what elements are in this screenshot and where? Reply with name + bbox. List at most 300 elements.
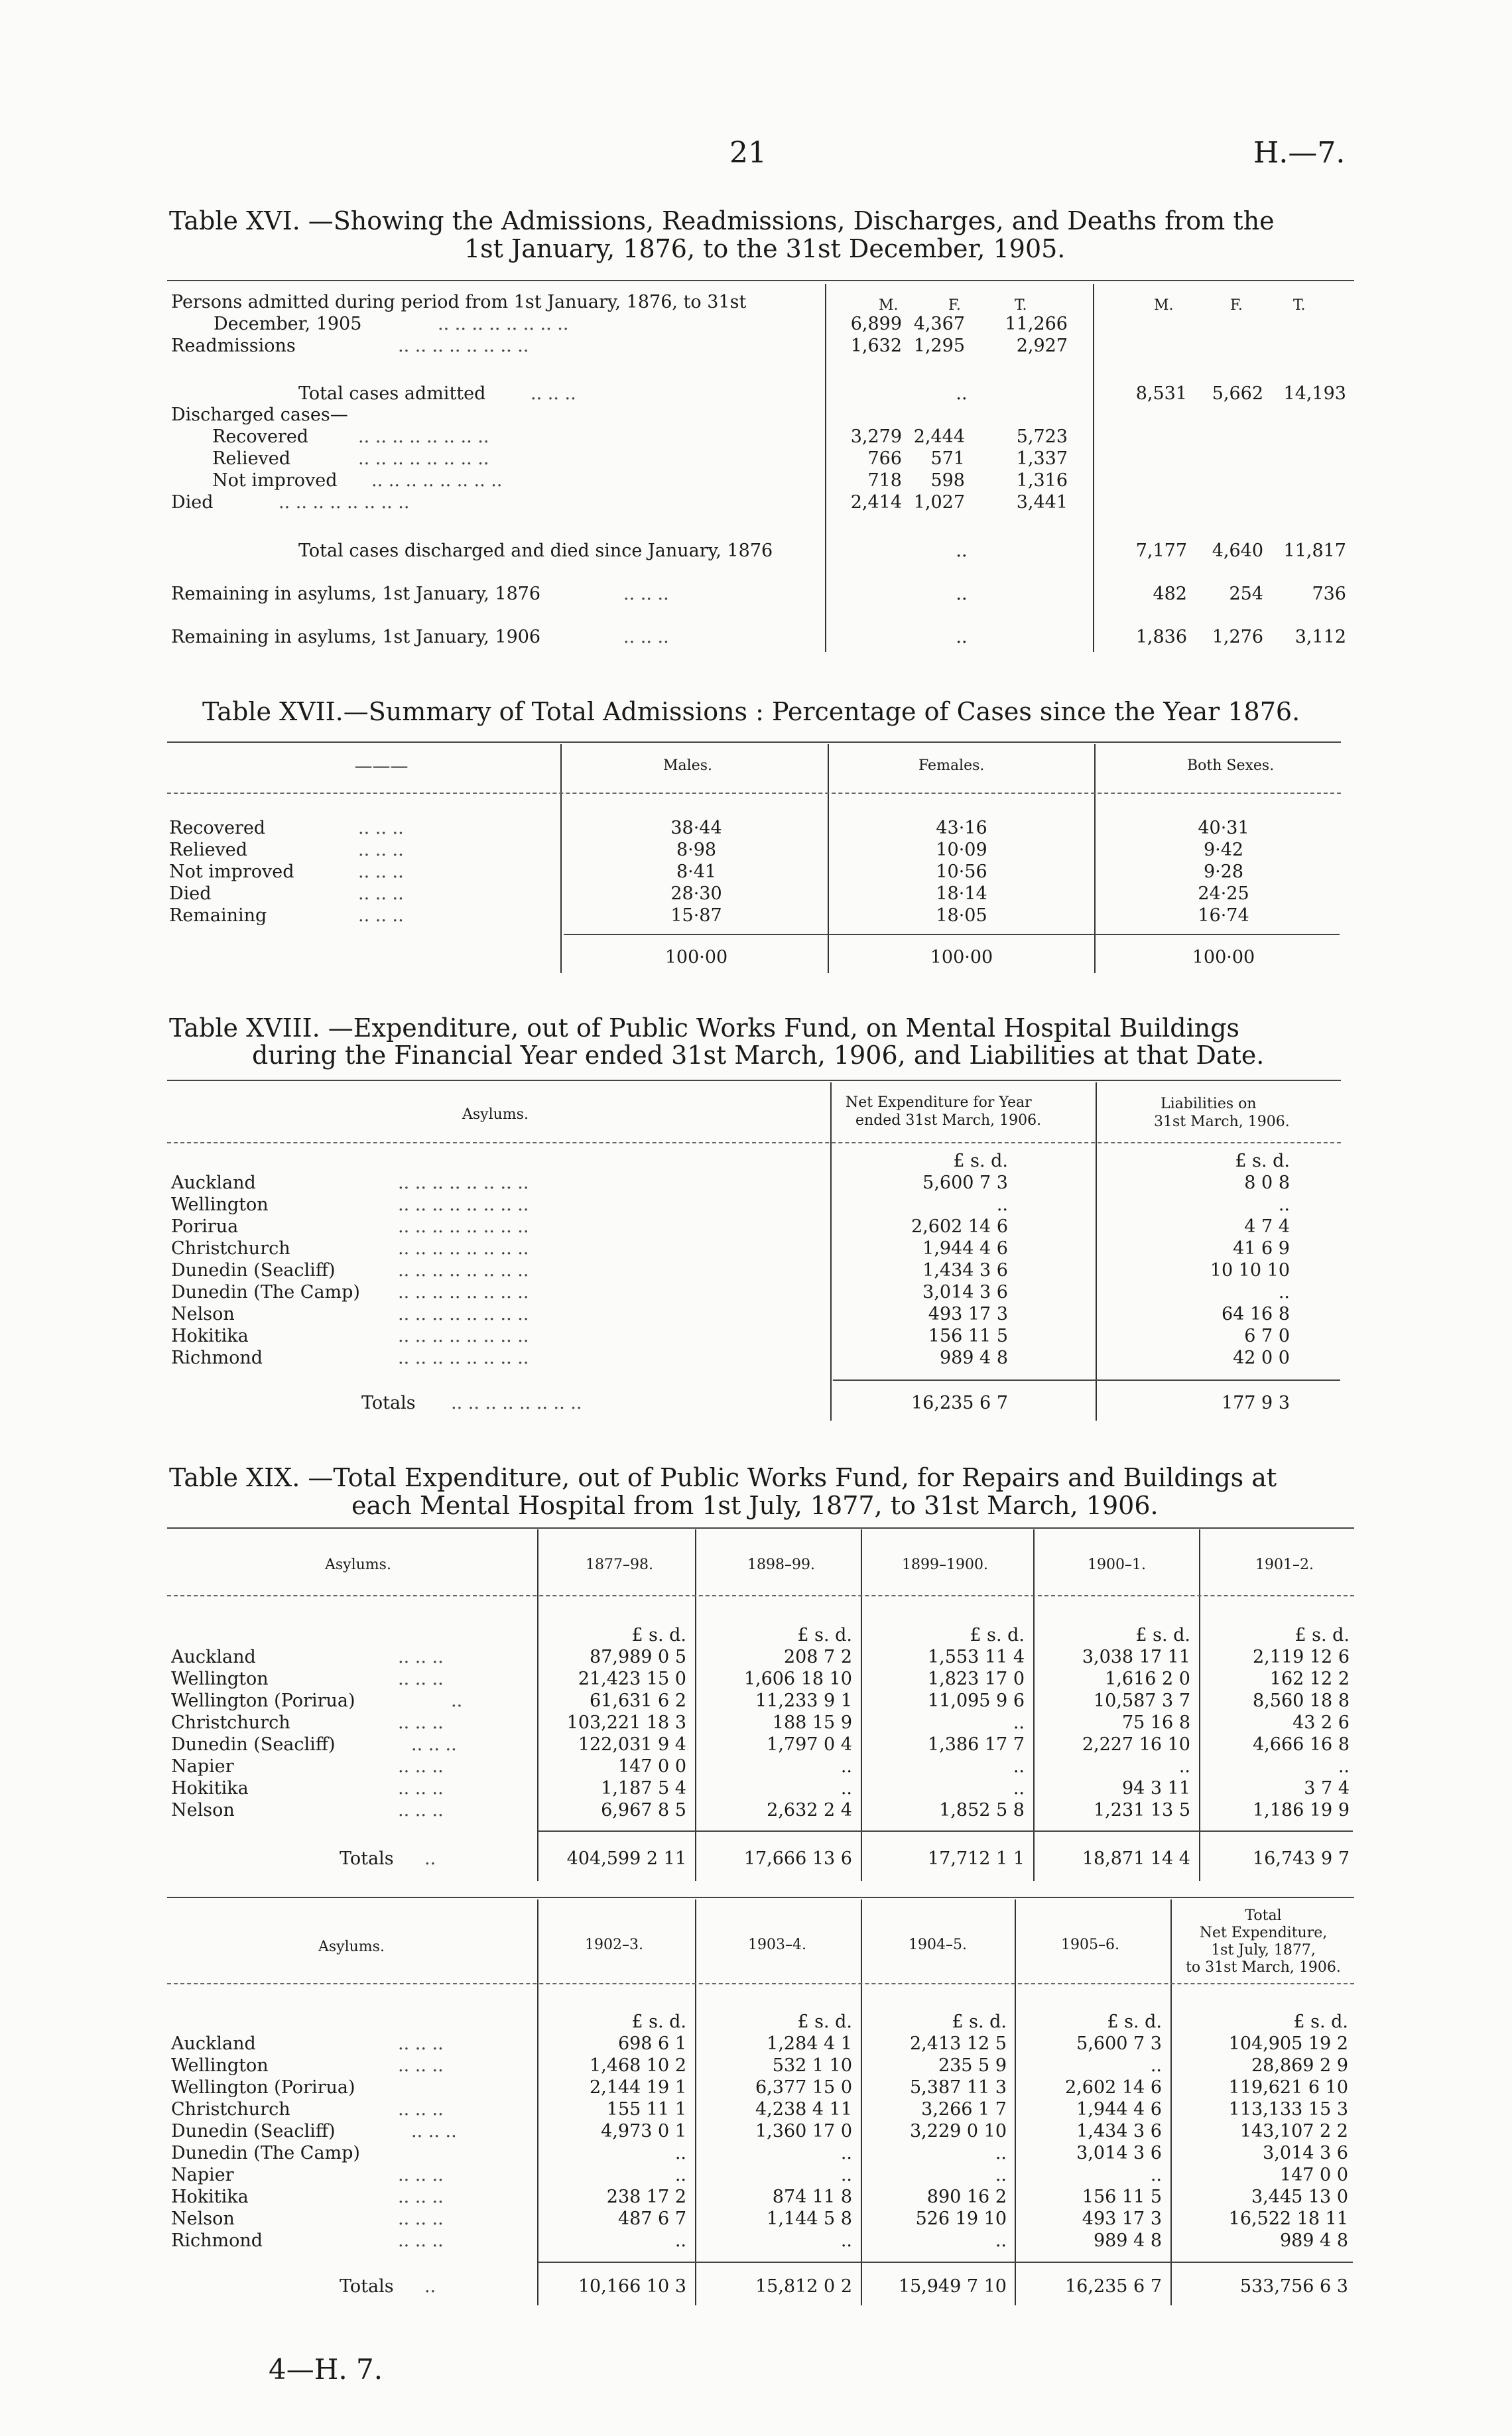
t19b-head-year: 1904–5. bbox=[909, 1937, 967, 1953]
t19a-cell: 10,587 3 7 bbox=[1094, 1691, 1190, 1711]
t19a-cell: 2,632 2 4 bbox=[767, 1800, 852, 1821]
t16-row-recovered-label: Recovered bbox=[212, 426, 309, 447]
t17-total-females: 100·00 bbox=[930, 947, 993, 968]
t19a-head-year: 1899–1900. bbox=[902, 1557, 988, 1573]
t17-females-cell: 18·05 bbox=[936, 905, 987, 926]
t18-net-cell: 1,944 4 6 bbox=[922, 1238, 1008, 1259]
t17-leader: .. .. .. bbox=[358, 840, 404, 860]
t17-total-males: 100·00 bbox=[664, 947, 728, 968]
t19a-cell: 94 3 11 bbox=[1121, 1778, 1190, 1799]
t17-both-cell: 9·28 bbox=[1203, 862, 1244, 882]
t19b-cell: 2,144 19 1 bbox=[590, 2077, 686, 2098]
t16-relieved-t: 1,337 bbox=[1016, 448, 1068, 469]
t19b-cell: 28,869 2 9 bbox=[1251, 2055, 1348, 2076]
t16-dots: .. bbox=[956, 627, 968, 647]
t19b-leader: .. bbox=[424, 2276, 436, 2297]
t18-liab-cell: 10 10 10 bbox=[1210, 1260, 1290, 1281]
t17-females-cell: 18·14 bbox=[936, 883, 987, 904]
t18-total-label: Totals bbox=[361, 1393, 416, 1413]
t19b-cell: 874 11 8 bbox=[772, 2187, 852, 2207]
t19b-cell: 238 17 2 bbox=[606, 2187, 686, 2207]
t19b-cell: .. bbox=[1150, 2165, 1162, 2185]
t19b-total: 533,756 6 3 bbox=[1239, 2276, 1348, 2297]
t16-leader: .. .. .. bbox=[623, 584, 669, 604]
t19a-lsd: £ s. d. bbox=[970, 1625, 1025, 1645]
t17-head-blank: ——— bbox=[354, 756, 409, 777]
t19a-row-label: Dunedin (Seacliff) bbox=[171, 1734, 336, 1755]
t19b-total-rule bbox=[538, 2262, 1353, 2263]
t19a-leader: .. .. .. bbox=[398, 1800, 444, 1821]
t19a-leader: .. bbox=[451, 1691, 463, 1711]
t17-row-label: Died bbox=[169, 883, 212, 904]
t19a-cell: 188 15 9 bbox=[772, 1712, 852, 1733]
t19b-total: 16,235 6 7 bbox=[1065, 2276, 1162, 2297]
t19a-cell: .. bbox=[1013, 1778, 1025, 1799]
t16-notimp-t: 1,316 bbox=[1016, 470, 1068, 491]
t19b-cell: .. bbox=[1150, 2055, 1162, 2076]
t16-head-f: F. bbox=[948, 297, 961, 314]
t18-row-label: Auckland bbox=[171, 1173, 256, 1193]
t18-liab-lsd: £ s. d. bbox=[1235, 1151, 1290, 1171]
t16-dots: .. bbox=[956, 584, 968, 604]
t19b-row-label: Napier bbox=[171, 2165, 234, 2185]
t19b-cell: .. bbox=[840, 2165, 852, 2185]
t19a-leader: .. .. .. bbox=[411, 1734, 457, 1755]
t16-head-t2: T. bbox=[1293, 297, 1306, 314]
t19b-row-label: Dunedin (Seacliff) bbox=[171, 2121, 336, 2142]
t19b-row-label: Auckland bbox=[171, 2033, 256, 2054]
t16-total-disch-f: 4,640 bbox=[1212, 541, 1263, 561]
table-18-title-line1: Table XVIII. —Expenditure, out of Public Works Fund, on Mental Hospital Buildings bbox=[169, 1013, 1240, 1043]
t16-recovered-m: 3,279 bbox=[850, 426, 902, 447]
t18-leader: .. .. .. .. .. .. .. .. bbox=[398, 1173, 529, 1193]
t19a-cell: .. bbox=[1178, 1756, 1190, 1777]
t16-head-m: M. bbox=[879, 297, 899, 314]
t17-row-label: Remaining bbox=[169, 905, 267, 926]
table-17-top-rule bbox=[167, 741, 1341, 743]
t16-readm-f: 1,295 bbox=[913, 336, 965, 356]
t19b-cell: 2,413 12 5 bbox=[910, 2033, 1007, 2054]
t19a-row-label: Christchurch bbox=[171, 1712, 290, 1733]
table-19-title-line2: each Mental Hospital from 1st July, 1877, to 31st March, 1906. bbox=[351, 1491, 1159, 1520]
t19b-cell: 3,014 3 6 bbox=[1076, 2143, 1162, 2163]
t19b-div bbox=[1170, 1899, 1172, 2305]
t19a-cell: 208 7 2 bbox=[783, 1647, 852, 1667]
t16-leader: .. .. .. .. .. .. .. .. bbox=[398, 336, 529, 356]
t19b-total: 10,166 10 3 bbox=[578, 2276, 686, 2297]
t16-head-t: T. bbox=[1015, 297, 1027, 314]
t17-leader: .. .. .. bbox=[358, 905, 404, 926]
t16-row-admitted-label2: December, 1905 bbox=[214, 314, 362, 334]
t19a-cell: 4,666 16 8 bbox=[1253, 1734, 1350, 1755]
t19b-cell: 147 0 0 bbox=[1279, 2165, 1348, 2185]
t19b-leader: .. .. .. bbox=[398, 2099, 444, 2120]
t16-total-disch-m: 7,177 bbox=[1135, 541, 1187, 561]
t19b-leader: .. .. .. bbox=[398, 2230, 444, 2251]
t18-liab-cell: 8 0 8 bbox=[1244, 1173, 1290, 1193]
t18-leader: .. .. .. .. .. .. .. .. bbox=[398, 1194, 529, 1215]
t17-head-males: Males. bbox=[663, 757, 712, 774]
t19b-cell: 4,238 4 11 bbox=[755, 2099, 852, 2120]
t19a-head-year: 1877–98. bbox=[586, 1557, 653, 1573]
t16-admitted-m: 6,899 bbox=[850, 314, 902, 334]
t17-females-cell: 43·16 bbox=[936, 818, 987, 838]
t17-head-females: Females. bbox=[918, 757, 985, 774]
t19a-row-label: Auckland bbox=[171, 1647, 256, 1667]
t16-row-rem-1876-label: Remaining in asylums, 1st January, 1876 bbox=[171, 584, 541, 604]
t17-males-cell: 8·98 bbox=[676, 840, 717, 860]
t16-total-disch-t: 11,817 bbox=[1283, 541, 1346, 561]
t17-div-1 bbox=[560, 744, 562, 973]
t16-relieved-f: 571 bbox=[930, 448, 965, 469]
t17-males-cell: 15·87 bbox=[670, 905, 722, 926]
t16-total-admitted-m: 8,531 bbox=[1135, 383, 1187, 404]
t18-leader: .. .. .. .. .. .. .. .. bbox=[398, 1282, 529, 1303]
t18-net-cell: 1,434 3 6 bbox=[922, 1260, 1008, 1281]
t19a-head-year: 1900–1. bbox=[1088, 1557, 1146, 1573]
t19b-cell: .. bbox=[995, 2230, 1007, 2251]
t19a-leader: .. .. .. bbox=[398, 1712, 444, 1733]
t18-row-label: Richmond bbox=[171, 1348, 263, 1368]
t19a-row-label: Wellington (Porirua) bbox=[171, 1691, 355, 1711]
t19a-cell: 1,386 17 7 bbox=[928, 1734, 1025, 1755]
t19b-row-label: Dunedin (The Camp) bbox=[171, 2143, 360, 2163]
t16-leader: .. .. .. .. .. .. .. .. bbox=[438, 314, 569, 334]
t19b-cell: 235 5 9 bbox=[938, 2055, 1007, 2076]
t19b-head-total: 1st July, 1877, bbox=[1211, 1942, 1316, 1958]
t19a-cell: 21,423 15 0 bbox=[578, 1669, 686, 1689]
t19a-lsd: £ s. d. bbox=[1294, 1625, 1350, 1645]
t18-net-cell: .. bbox=[996, 1194, 1008, 1215]
t16-leader: .. .. .. .. .. .. .. .. bbox=[358, 426, 489, 447]
t18-leader: .. .. .. .. .. .. .. .. bbox=[398, 1260, 529, 1281]
t19a-leader: .. .. .. bbox=[398, 1669, 444, 1689]
t19b-head-total: to 31st March, 1906. bbox=[1186, 1959, 1341, 1976]
t19a-total: 16,743 9 7 bbox=[1253, 1848, 1350, 1869]
t19b-cell: 1,434 3 6 bbox=[1076, 2121, 1162, 2142]
t18-net-cell: 493 17 3 bbox=[928, 1304, 1008, 1324]
t19a-total: 17,712 1 1 bbox=[928, 1848, 1025, 1869]
t19a-head-year: 1901–2. bbox=[1255, 1557, 1314, 1573]
t16-rem-1906-t: 3,112 bbox=[1294, 627, 1346, 647]
t18-net-cell: 989 4 8 bbox=[939, 1348, 1008, 1368]
t19a-cell: 1,616 2 0 bbox=[1105, 1669, 1190, 1689]
t19a-cell: 8,560 18 8 bbox=[1253, 1691, 1350, 1711]
t16-admitted-t: 11,266 bbox=[1005, 314, 1068, 334]
t19a-total-rule bbox=[538, 1830, 1353, 1832]
table-19-title-line1: Table XIX. —Total Expenditure, out of Public Works Fund, for Repairs and Buildings at bbox=[169, 1463, 1277, 1492]
t19a-cell: 1,797 0 4 bbox=[767, 1734, 852, 1755]
t19a-cell: 103,221 18 3 bbox=[566, 1712, 686, 1733]
t19b-row-label: Hokitika bbox=[171, 2187, 249, 2207]
t16-row-not-improved-label: Not improved bbox=[212, 470, 338, 491]
t17-both-cell: 40·31 bbox=[1198, 818, 1249, 838]
t19a-cell: 43 2 6 bbox=[1292, 1712, 1350, 1733]
t18-leader: .. .. .. .. .. .. .. .. bbox=[398, 1304, 529, 1324]
t16-died-t: 3,441 bbox=[1016, 492, 1068, 513]
t17-males-cell: 38·44 bbox=[670, 818, 722, 838]
t17-males-cell: 28·30 bbox=[670, 883, 722, 904]
t19a-cell: 1,186 19 9 bbox=[1253, 1800, 1350, 1821]
t19a-total: 17,666 13 6 bbox=[743, 1848, 852, 1869]
t19b-head-total: Total bbox=[1245, 1907, 1282, 1924]
t16-leader: .. .. .. .. .. .. .. .. bbox=[279, 492, 410, 513]
t19b-cell: .. bbox=[674, 2165, 686, 2185]
t16-leader: .. .. .. bbox=[531, 383, 576, 404]
t19b-total: 15,949 7 10 bbox=[898, 2276, 1007, 2297]
t18-head-liab-1: Liabilities on bbox=[1161, 1096, 1257, 1112]
t16-total-admitted-t: 14,193 bbox=[1283, 383, 1346, 404]
t19b-cell: .. bbox=[674, 2230, 686, 2251]
t19a-cell: 1,553 11 4 bbox=[928, 1647, 1025, 1667]
t19a-cell: 2,227 16 10 bbox=[1082, 1734, 1190, 1755]
t18-liab-cell: 42 0 0 bbox=[1233, 1348, 1290, 1368]
t17-leader: .. .. .. bbox=[358, 883, 404, 904]
t18-net-cell: 2,602 14 6 bbox=[911, 1216, 1008, 1237]
t17-row-label: Relieved bbox=[169, 840, 248, 860]
t16-row-admitted-label: Persons admitted during period from 1st January, 1876, to 31st bbox=[171, 292, 747, 312]
t19a-cell: 1,852 5 8 bbox=[939, 1800, 1025, 1821]
t19b-row-label: Wellington bbox=[171, 2055, 269, 2076]
t16-row-total-admitted-label: Total cases admitted bbox=[298, 383, 486, 404]
t16-leader: .. .. .. bbox=[623, 627, 669, 647]
t19b-cell: 698 6 1 bbox=[617, 2033, 686, 2054]
t18-head-rule bbox=[167, 1142, 1341, 1143]
t17-leader: .. .. .. bbox=[358, 862, 404, 882]
t19b-leader: .. .. .. bbox=[398, 2187, 444, 2207]
t19b-cell: 890 16 2 bbox=[926, 2187, 1007, 2207]
t19b-leader: .. .. .. bbox=[411, 2121, 457, 2142]
t19a-cell: 1,231 13 5 bbox=[1094, 1800, 1190, 1821]
t19b-row-label: Christchurch bbox=[171, 2099, 290, 2120]
t17-total-rule bbox=[564, 934, 1340, 935]
t19a-total: 404,599 2 11 bbox=[566, 1848, 686, 1869]
t19b-lsd: £ s. d. bbox=[1107, 2012, 1162, 2032]
t19b-cell: 5,387 11 3 bbox=[910, 2077, 1007, 2098]
t19b-total: 15,812 0 2 bbox=[755, 2276, 852, 2297]
t19b-cell: 156 11 5 bbox=[1082, 2187, 1162, 2207]
t18-row-label: Dunedin (The Camp) bbox=[171, 1282, 360, 1303]
t16-died-m: 2,414 bbox=[850, 492, 902, 513]
t18-div-2 bbox=[1096, 1082, 1097, 1421]
t18-head-liab-2: 31st March, 1906. bbox=[1154, 1114, 1290, 1130]
t19b-row-label: Richmond bbox=[171, 2230, 263, 2251]
t18-total-rule bbox=[833, 1379, 1340, 1381]
t17-total-both: 100·00 bbox=[1192, 947, 1255, 968]
t19a-leader: .. .. .. bbox=[398, 1778, 444, 1799]
t18-total-net: 16,235 6 7 bbox=[911, 1393, 1008, 1413]
t16-dots: .. bbox=[956, 383, 968, 404]
t17-head-rule bbox=[167, 793, 1341, 794]
footer-signature: 4—H. 7. bbox=[269, 2353, 383, 2386]
t19b-cell: 113,133 15 3 bbox=[1228, 2099, 1348, 2120]
t19b-cell: 1,360 17 0 bbox=[755, 2121, 852, 2142]
t18-head-asylums: Asylums. bbox=[462, 1106, 529, 1123]
t19b-cell: .. bbox=[840, 2143, 852, 2163]
t19b-cell: 989 4 8 bbox=[1279, 2230, 1348, 2251]
t19b-cell: 1,144 5 8 bbox=[767, 2209, 852, 2229]
t17-both-cell: 9·42 bbox=[1203, 840, 1244, 860]
t16-row-rem-1906-label: Remaining in asylums, 1st January, 1906 bbox=[171, 627, 541, 647]
t18-head-net-2: ended 31st March, 1906. bbox=[855, 1112, 1042, 1129]
t19b-head-total: Net Expenditure, bbox=[1199, 1925, 1328, 1941]
t17-males-cell: 8·41 bbox=[676, 862, 717, 882]
t16-row-discharged-label: Discharged cases— bbox=[171, 405, 348, 425]
t19b-cell: 104,905 19 2 bbox=[1228, 2033, 1348, 2054]
t18-liab-cell: 4 7 4 bbox=[1244, 1216, 1290, 1237]
t16-readm-t: 2,927 bbox=[1016, 336, 1068, 356]
t19b-cell: 119,621 6 10 bbox=[1228, 2077, 1348, 2098]
t17-both-cell: 16·74 bbox=[1198, 905, 1249, 926]
t16-died-f: 1,027 bbox=[913, 492, 965, 513]
t19a-cell: 1,823 17 0 bbox=[928, 1669, 1025, 1689]
document-reference: H.—7. bbox=[1253, 136, 1346, 170]
t16-row-died-label: Died bbox=[171, 492, 214, 513]
t19b-head-year: 1903–4. bbox=[748, 1937, 806, 1953]
t18-liab-cell: 64 16 8 bbox=[1221, 1304, 1290, 1324]
table-17-title: Table XVII.—Summary of Total Admissions : Percentage of Cases since the Year 1876. bbox=[202, 697, 1300, 726]
t19b-lsd: £ s. d. bbox=[631, 2012, 686, 2032]
t19a-cell: .. bbox=[1013, 1756, 1025, 1777]
t19b-cell: 16,522 18 11 bbox=[1228, 2209, 1348, 2229]
t19b-lsd: £ s. d. bbox=[797, 2012, 852, 2032]
t19a-leader: .. .. .. bbox=[398, 1756, 444, 1777]
t17-females-cell: 10·09 bbox=[936, 840, 987, 860]
t19b-cell: 6,377 15 0 bbox=[755, 2077, 852, 2098]
t19a-cell: 1,187 5 4 bbox=[601, 1778, 686, 1799]
t16-notimp-f: 598 bbox=[930, 470, 965, 491]
t19a-lsd: £ s. d. bbox=[797, 1625, 852, 1645]
t19b-leader: .. .. .. bbox=[398, 2055, 444, 2076]
table-18-top-rule bbox=[167, 1080, 1341, 1081]
t19b-leader: .. .. .. bbox=[398, 2165, 444, 2185]
t19b-total-label: Totals bbox=[340, 2276, 394, 2297]
table-18-title-line2: during the Financial Year ended 31st March, 1906, and Liabilities at that Date. bbox=[252, 1041, 1265, 1070]
table-19b-top-rule bbox=[167, 1897, 1354, 1898]
t18-row-label: Dunedin (Seacliff) bbox=[171, 1260, 336, 1281]
t16-recovered-t: 5,723 bbox=[1016, 426, 1068, 447]
t19b-leader: .. .. .. bbox=[398, 2209, 444, 2229]
t16-relieved-m: 766 bbox=[867, 448, 902, 469]
t19b-head-year: 1902–3. bbox=[585, 1937, 643, 1953]
t19b-cell: 4,973 0 1 bbox=[601, 2121, 686, 2142]
t18-net-cell: 3,014 3 6 bbox=[922, 1282, 1008, 1303]
t16-notimp-m: 718 bbox=[867, 470, 902, 491]
t19a-row-label: Napier bbox=[171, 1756, 234, 1777]
t19b-cell: .. bbox=[674, 2143, 686, 2163]
t16-readm-m: 1,632 bbox=[850, 336, 902, 356]
t18-row-label: Wellington bbox=[171, 1194, 269, 1215]
t19b-cell: 155 11 1 bbox=[606, 2099, 686, 2120]
t18-net-lsd: £ s. d. bbox=[953, 1151, 1008, 1171]
t19a-leader: .. bbox=[424, 1848, 436, 1869]
t19a-head-year: 1898–99. bbox=[747, 1557, 815, 1573]
t19a-cell: 87,989 0 5 bbox=[590, 1647, 686, 1667]
t16-head-f2: F. bbox=[1230, 297, 1243, 314]
t18-row-label: Christchurch bbox=[171, 1238, 290, 1259]
t19b-div bbox=[537, 1899, 538, 2305]
t19a-row-label: Nelson bbox=[171, 1800, 235, 1821]
t19b-cell: 532 1 10 bbox=[772, 2055, 852, 2076]
t18-net-cell: 5,600 7 3 bbox=[922, 1173, 1008, 1193]
t16-row-total-disch-label: Total cases discharged and died since January, 1876 bbox=[298, 541, 773, 561]
t19a-cell: 147 0 0 bbox=[617, 1756, 686, 1777]
t19b-cell: 3,229 0 10 bbox=[910, 2121, 1007, 2142]
t19a-cell: 1,606 18 10 bbox=[743, 1669, 852, 1689]
t19b-row-label: Nelson bbox=[171, 2209, 235, 2229]
t17-row-label: Recovered bbox=[169, 818, 266, 838]
t19b-head-rule bbox=[167, 1983, 1354, 1984]
t16-rem-1906-f: 1,276 bbox=[1212, 627, 1263, 647]
t19b-cell: .. bbox=[840, 2230, 852, 2251]
t19a-lsd: £ s. d. bbox=[631, 1625, 686, 1645]
t17-div-3 bbox=[1094, 744, 1096, 973]
t16-admitted-f: 4,367 bbox=[913, 314, 965, 334]
t19b-cell: 2,602 14 6 bbox=[1065, 2077, 1162, 2098]
t19b-row-label: Wellington (Porirua) bbox=[171, 2077, 355, 2098]
t18-total-liab: 177 9 3 bbox=[1221, 1393, 1290, 1413]
t19b-head-asylums: Asylums. bbox=[318, 1939, 385, 1955]
t18-row-label: Porirua bbox=[171, 1216, 239, 1237]
t19b-cell: 3,014 3 6 bbox=[1263, 2143, 1348, 2163]
t18-leader: .. .. .. .. .. .. .. .. bbox=[398, 1216, 529, 1237]
t19b-cell: 143,107 2 2 bbox=[1239, 2121, 1348, 2142]
t16-recovered-f: 2,444 bbox=[913, 426, 965, 447]
t19a-cell: 2,119 12 6 bbox=[1253, 1647, 1350, 1667]
t16-leader: .. .. .. .. .. .. .. .. bbox=[371, 470, 503, 491]
t16-leader: .. .. .. .. .. .. .. .. bbox=[358, 448, 489, 469]
t18-liab-cell: .. bbox=[1278, 1282, 1290, 1303]
t19b-cell: 493 17 3 bbox=[1082, 2209, 1162, 2229]
t19a-total: 18,871 14 4 bbox=[1082, 1848, 1190, 1869]
t16-head-m2: M. bbox=[1154, 297, 1174, 314]
t19a-cell: 3,038 17 11 bbox=[1082, 1647, 1190, 1667]
t19b-leader: .. .. .. bbox=[398, 2033, 444, 2054]
t16-rem-1876-t: 736 bbox=[1312, 584, 1346, 604]
t18-leader: .. .. .. .. .. .. .. .. bbox=[451, 1393, 582, 1413]
t19b-cell: 5,600 7 3 bbox=[1076, 2033, 1162, 2054]
t19b-cell: 526 19 10 bbox=[915, 2209, 1007, 2229]
t19b-lsd: £ s. d. bbox=[1293, 2012, 1348, 2032]
t18-liab-cell: 6 7 0 bbox=[1244, 1326, 1290, 1346]
t19b-cell: .. bbox=[995, 2165, 1007, 2185]
t18-row-label: Nelson bbox=[171, 1304, 235, 1324]
t19b-cell: 3,266 1 7 bbox=[921, 2099, 1007, 2120]
t19b-cell: .. bbox=[995, 2143, 1007, 2163]
t19b-cell: 1,944 4 6 bbox=[1076, 2099, 1162, 2120]
t17-leader: .. .. .. bbox=[358, 818, 404, 838]
table-16-top-rule bbox=[167, 280, 1354, 281]
t19b-cell: 1,284 4 1 bbox=[767, 2033, 852, 2054]
t19b-cell: 1,468 10 2 bbox=[590, 2055, 686, 2076]
t19a-cell: .. bbox=[1338, 1756, 1350, 1777]
table-19a-top-rule bbox=[167, 1527, 1354, 1529]
t19a-leader: .. .. .. bbox=[398, 1647, 444, 1667]
page-number: 21 bbox=[729, 136, 767, 170]
t19a-head-asylums: Asylums. bbox=[325, 1557, 391, 1573]
t19a-row-label: Wellington bbox=[171, 1669, 269, 1689]
t18-liab-cell: .. bbox=[1278, 1194, 1290, 1215]
t19a-cell: 11,233 9 1 bbox=[755, 1691, 852, 1711]
t19a-cell: 3 7 4 bbox=[1304, 1778, 1350, 1799]
t17-females-cell: 10·56 bbox=[936, 862, 987, 882]
t18-leader: .. .. .. .. .. .. .. .. bbox=[398, 1238, 529, 1259]
t16-total-admitted-f: 5,662 bbox=[1212, 383, 1263, 404]
t19b-cell: 3,445 13 0 bbox=[1251, 2187, 1348, 2207]
t19b-head-year: 1905–6. bbox=[1061, 1937, 1119, 1953]
t19a-div bbox=[537, 1529, 538, 1881]
t18-row-label: Hokitika bbox=[171, 1326, 249, 1346]
